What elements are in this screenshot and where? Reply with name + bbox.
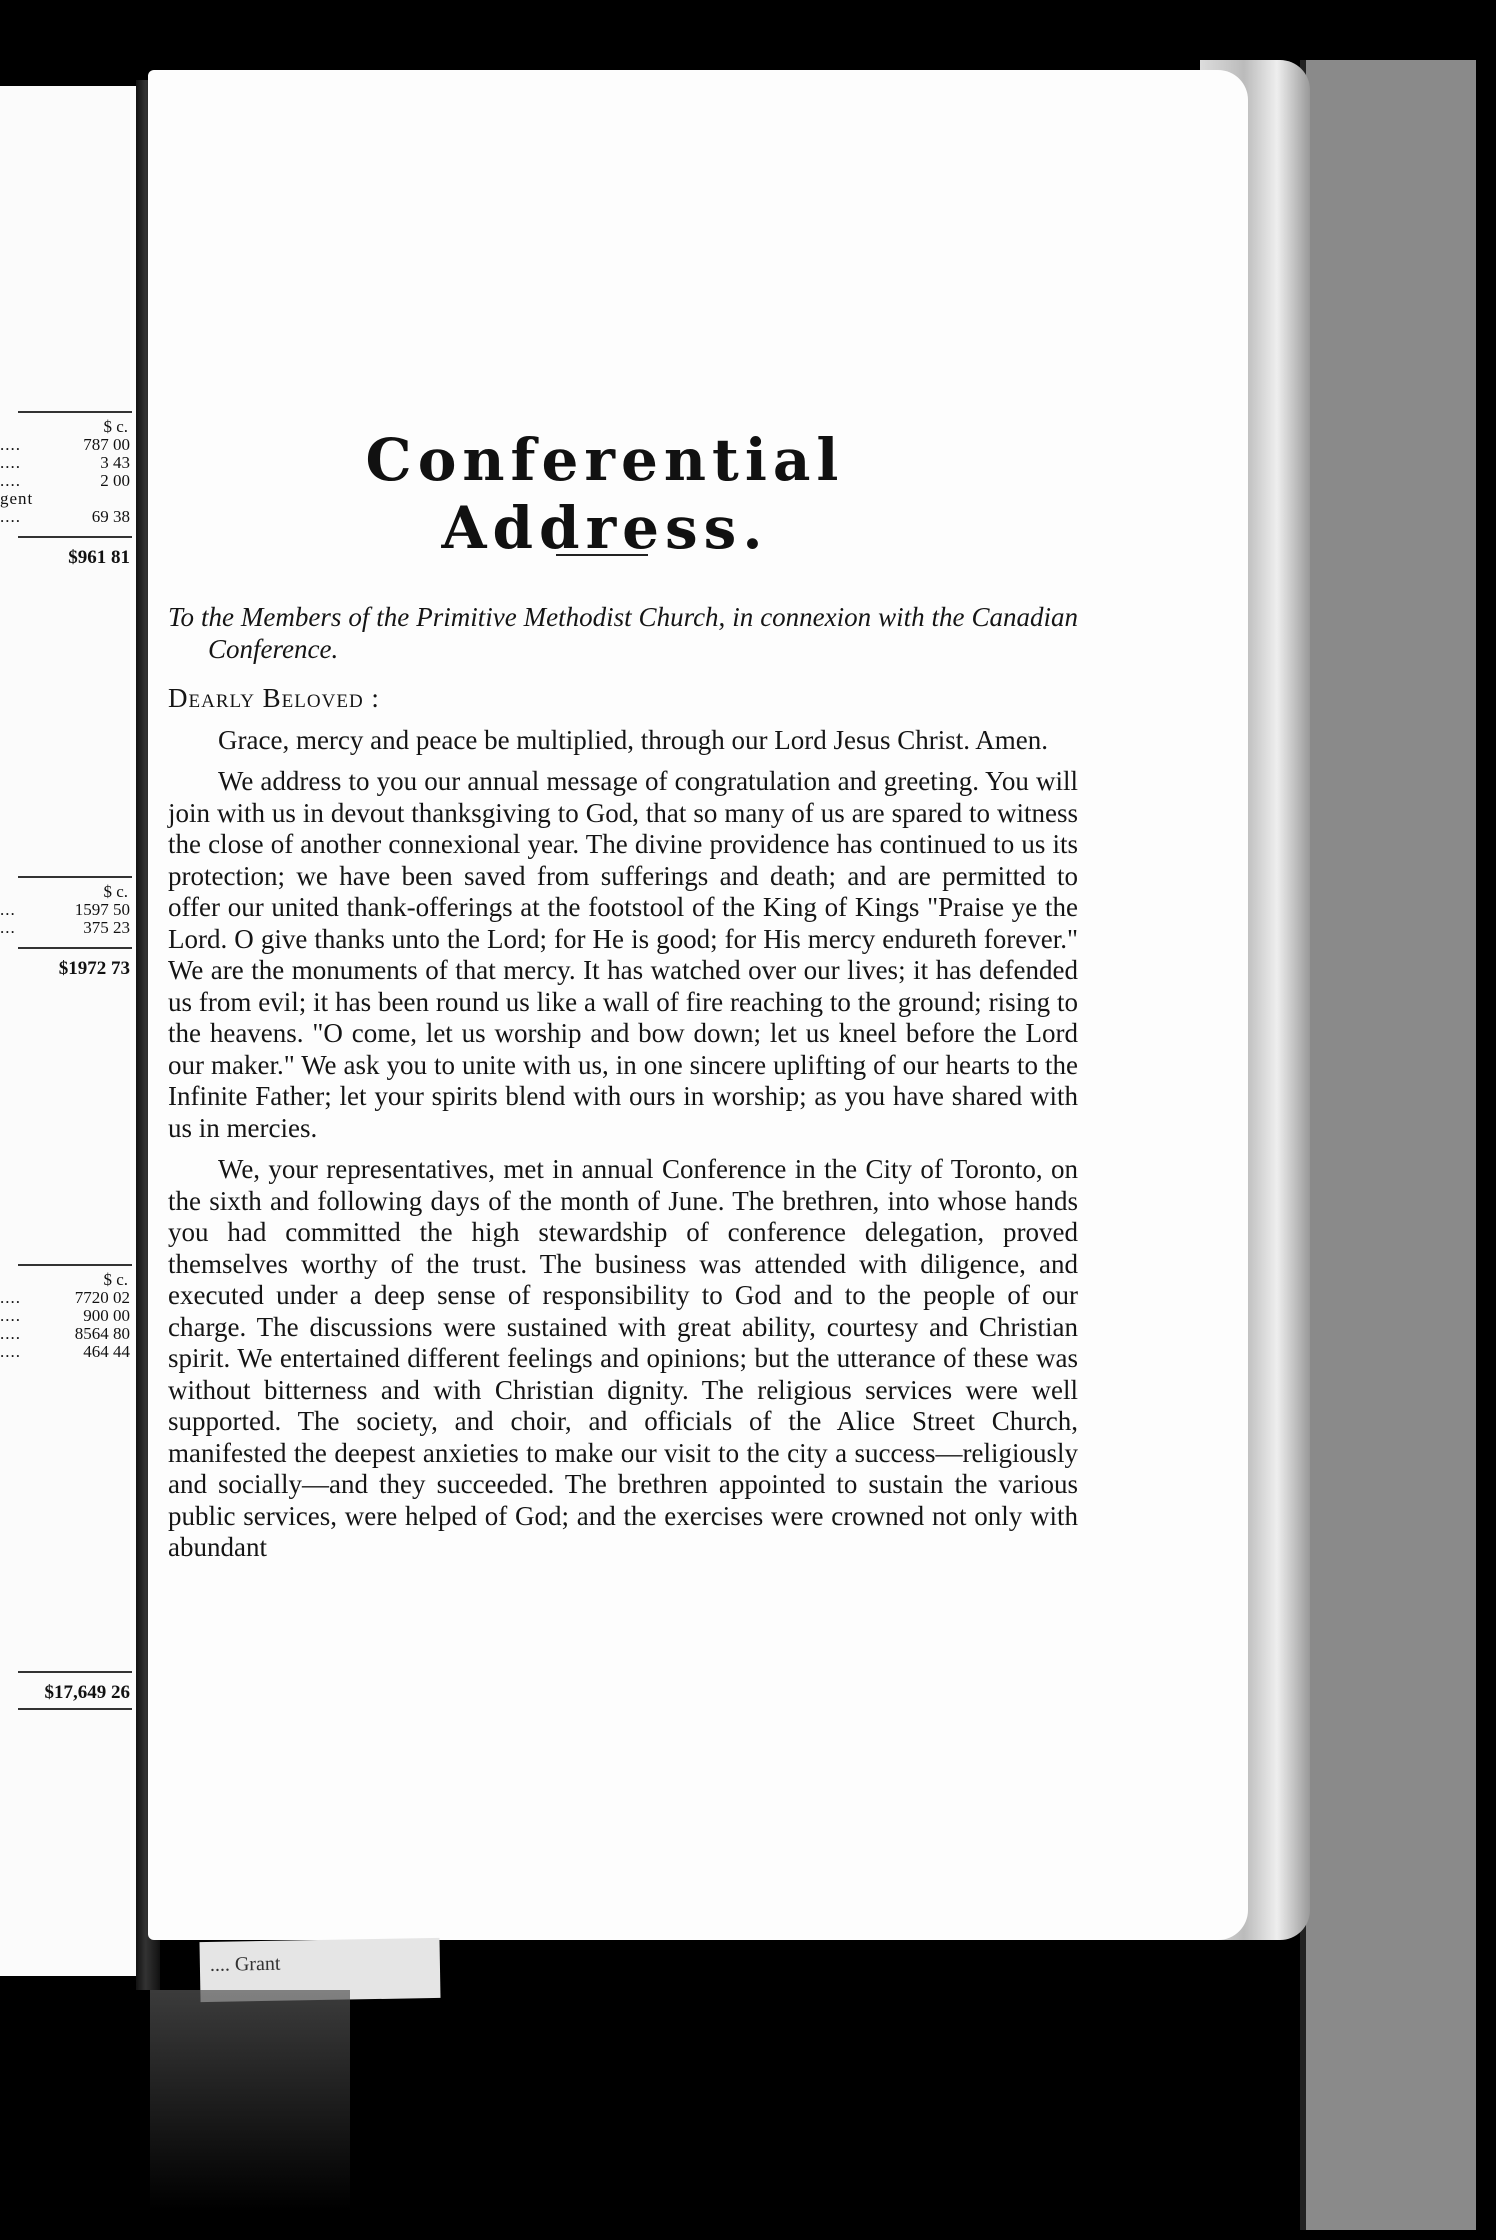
- paragraph: Grace, mercy and peace be multiplied, through our Lord Jesus Christ. Amen.: [218, 724, 1049, 755]
- ledger-total: $1972 73: [58, 958, 130, 979]
- ledger-row: .... 464 44: [0, 1342, 130, 1361]
- document-body: [168, 602, 1078, 1574]
- ledger-row: gent: [0, 489, 34, 508]
- title-divider: [556, 554, 648, 556]
- address-line: To the Members of the Primitive Methodist Church, in connexion with the Canadian Conference.: [168, 602, 1078, 664]
- ledger-row: .... 69 38: [0, 507, 130, 526]
- ledger-header: $ c.: [103, 882, 128, 901]
- ledger-row: .... 3 43: [0, 453, 130, 472]
- previous-page-fragment: [0, 86, 136, 1976]
- ledger-block-2: [0, 876, 134, 978]
- ledger-row: ... 375 23: [0, 918, 130, 937]
- bottom-shadow: [150, 1990, 350, 2210]
- ledger-row: .... 8564 80: [0, 1324, 130, 1343]
- ledger-row: .... 7720 02: [0, 1288, 130, 1307]
- greeting: Dearly Beloved :: [168, 683, 380, 713]
- paragraph: We, your representatives, met in annual Conference in the City of Toronto, on the sixth and following days of the month of June. The brethren, into whose hands you had committed the high stewardship of conference delegation, proved themselves worthy of the trust. The business was attended with diligence, and executed under a deep sense of responsibility to God and to the people of our charge. The discussions were sustained with great ability, courtesy and Christian spirit. We entertained different feelings and opinions; but the utterance of these was without bitterness and with Christian dignity. The religious services were well supported. The society, and choir, and officials of the Alice Street Church, manifested the deepest anxieties to make our visit to the city a success—religiously and socially—and they succeeded. The brethren appointed to sustain the various public services, were helped of God; and the exercises were crowned not only with abundant: [168, 1154, 1078, 1562]
- paragraph: We address to you our annual message of congratulation and greeting. You will join with us in devout thanksgiving to God, that so many of us are spared to witness the close of another connexional year. The divine providence has continued to us its protection; we have been saved from sufferings and death; and are permitted to offer our united thank-offerings at the footstool of the King of Kings "Praise ye the Lord. O give thanks unto the Lord; for He is good; for His mercy endureth forever." We are the monuments of that mercy. It has watched over our lives; it has defended us from evil; it has been round us like a wall of fire reaching to the ground; rising to the heavens. "O come, let us worship and bow down; let us kneel before the Lord our maker." We ask you to unite with us, in one sincere uplifting of our hearts to the Infinite Father; let your spirits blend with ours in worship; as you have shared with us in mercies.: [168, 766, 1078, 1143]
- ledger-block-3: [0, 1264, 134, 1361]
- ledger-block-4: [0, 1671, 134, 1715]
- bottom-page-fragment: .... Grant: [199, 1938, 440, 2002]
- ledger-header: $ c.: [103, 1270, 128, 1289]
- ledger-total: $961 81: [68, 547, 130, 568]
- ledger-total: $17,649 26: [44, 1682, 130, 1703]
- ledger-row: .... 787 00: [0, 435, 130, 454]
- ledger-row: .... 2 00: [0, 471, 130, 490]
- page-title: Conferential Address.: [365, 426, 845, 562]
- ledger-header: $ c.: [103, 417, 128, 436]
- ledger-block-1: [0, 411, 134, 567]
- ledger-row: .... 900 00: [0, 1306, 130, 1325]
- ledger-row: ... 1597 50: [0, 900, 130, 919]
- book-back-cover: [1300, 60, 1476, 2230]
